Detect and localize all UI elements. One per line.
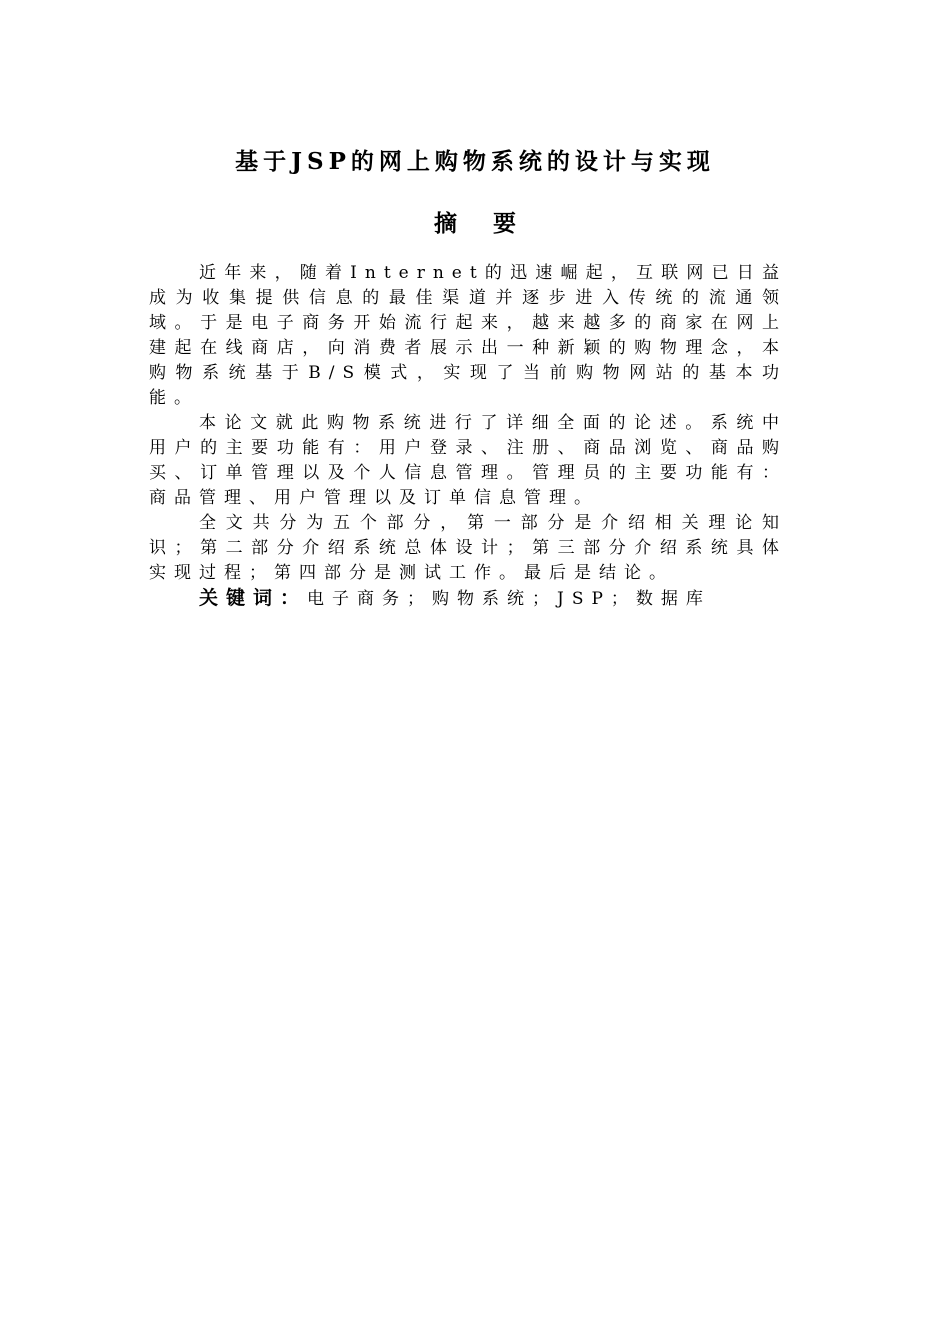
keywords-label: 关键词：	[199, 587, 308, 609]
abstract-heading: 摘要	[434, 210, 552, 237]
keywords-line	[149, 586, 787, 612]
abstract-paragraph-1: 近年来，随着Internet的迅速崛起，互联网已日益成为收集提供信息的最佳渠道并逐步进入传统的流通领域。于是电子商务开始流行起来，越来越多的商家在网上建起在线商店，向消费者展示出一种新颖的购物理念，本购物系统基于B/S模式，实现了当前购物网站的基本功能。	[149, 263, 787, 408]
abstract-body	[149, 261, 787, 612]
paper-title: 基于JSP的网上购物系统的设计与实现	[235, 148, 715, 175]
abstract-paragraph-3: 全文共分为五个部分，第一部分是介绍相关理论知识；第二部分介绍系统总体设计；第三部分介绍系统具体实现过程；第四部分是测试工作。最后是结论。	[149, 513, 787, 583]
keywords-text: 电子商务；购物系统；JSP；数据库	[307, 589, 711, 609]
abstract-paragraph-2: 本论文就此购物系统进行了详细全面的论述。系统中用户的主要功能有：用户登录、注册、商品浏览、商品购买、订单管理以及个人信息管理。管理员的主要功能有：商品管理、用户管理以及订单信息管理。	[149, 413, 787, 508]
